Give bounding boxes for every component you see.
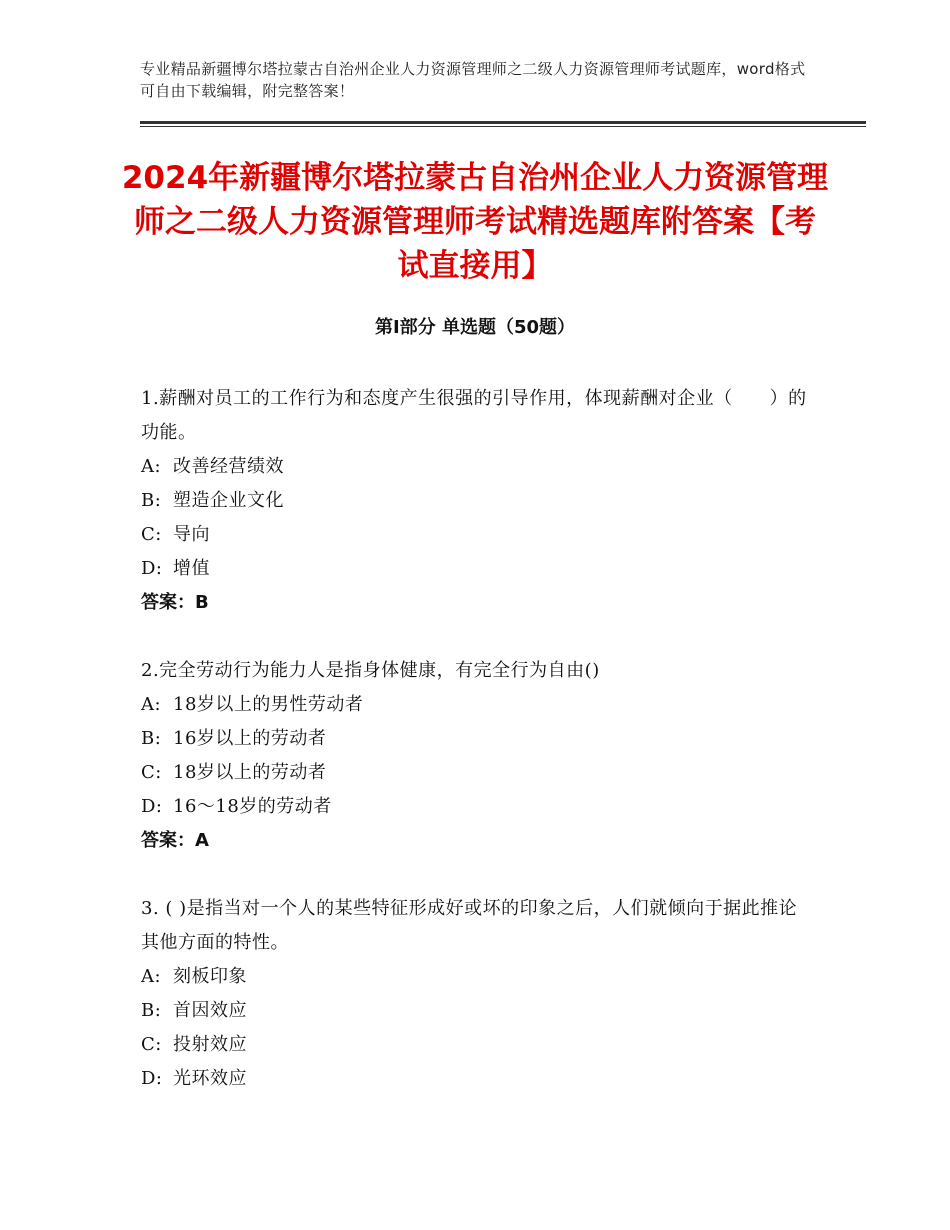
question-text: 2.完全劳动行为能力人是指身体健康，有完全行为自由() <box>141 660 600 681</box>
option-letter: D: <box>141 796 163 817</box>
option-text: 导向 <box>173 524 210 545</box>
option-text: 塑造企业文化 <box>173 490 284 511</box>
option-text: 16～18岁的劳动者 <box>173 796 332 817</box>
option-d <box>141 1062 811 1096</box>
option-text: 刻板印象 <box>173 966 247 987</box>
option-a <box>141 960 811 994</box>
question-1 <box>141 382 811 620</box>
header-rule-thick <box>140 121 866 124</box>
question-3 <box>141 892 811 1096</box>
question-2 <box>141 654 811 858</box>
option-text: 18岁以上的劳动者 <box>173 762 327 783</box>
answer: 答案：B <box>141 592 209 613</box>
option-a <box>141 450 811 484</box>
question-text: 3. ( )是指当对一个人的某些特征形成好或坏的印象之后，人们就倾向于据此推论其他方面的特性。 <box>141 898 798 953</box>
header-rule-thin <box>140 126 866 127</box>
option-text: 投射效应 <box>173 1034 247 1055</box>
document-title: 2024年新疆博尔塔拉蒙古自治州企业人力资源管理师之二级人力资源管理师考试精选题库附答案【考试直接用】 <box>121 160 829 284</box>
option-b <box>141 722 811 756</box>
header-note: 专业精品新疆博尔塔拉蒙古自治州企业人力资源管理师之二级人力资源管理师考试题库，word格式可自由下载编辑，附完整答案！ <box>140 60 806 100</box>
option-text: 首因效应 <box>173 1000 247 1021</box>
option-a <box>141 688 811 722</box>
option-b <box>141 484 811 518</box>
option-d <box>141 790 811 824</box>
option-c <box>141 756 811 790</box>
option-letter: D: <box>141 558 163 579</box>
option-c <box>141 1028 811 1062</box>
option-letter: B: <box>141 490 162 511</box>
option-letter: C: <box>141 524 162 545</box>
option-text: 16岁以上的劳动者 <box>173 728 327 749</box>
option-letter: A: <box>141 456 162 477</box>
option-letter: B: <box>141 728 162 749</box>
option-letter: C: <box>141 1034 162 1055</box>
option-c <box>141 518 811 552</box>
section-title: 第I部分 单选题（50题） <box>374 317 575 338</box>
option-letter: D: <box>141 1068 163 1089</box>
option-text: 改善经营绩效 <box>173 456 284 477</box>
option-letter: A: <box>141 966 162 987</box>
option-letter: B: <box>141 1000 162 1021</box>
option-text: 18岁以上的男性劳动者 <box>173 694 364 715</box>
option-letter: A: <box>141 694 162 715</box>
option-text: 增值 <box>173 558 210 579</box>
answer: 答案：A <box>141 830 209 851</box>
question-text: 1.薪酬对员工的工作行为和态度产生很强的引导作用，体现薪酬对企业（ ）的功能。 <box>141 388 807 443</box>
question-list <box>141 382 811 1130</box>
option-letter: C: <box>141 762 162 783</box>
option-text: 光环效应 <box>173 1068 247 1089</box>
option-b <box>141 994 811 1028</box>
option-d <box>141 552 811 586</box>
